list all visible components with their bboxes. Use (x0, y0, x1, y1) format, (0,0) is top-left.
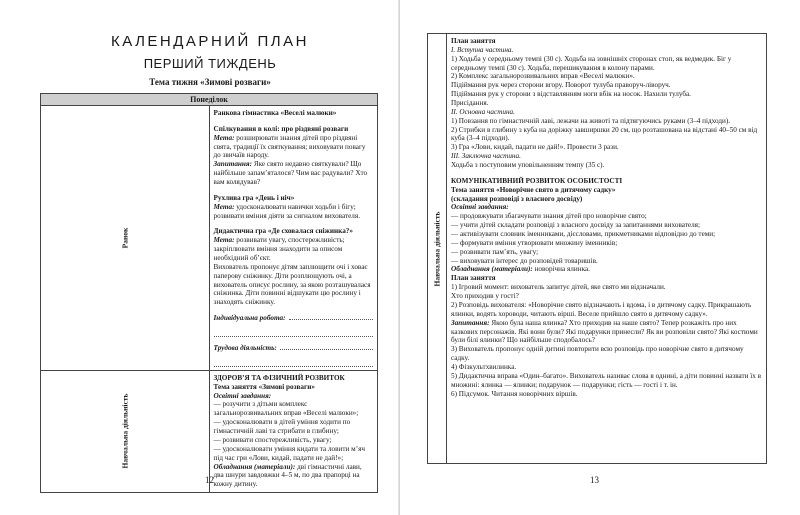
part-main: II. Основна частина. (451, 107, 515, 116)
plan-line: Ходьба з поступовим уповільненням темпу (35 с). (451, 161, 605, 170)
plan-line: 2) Комплекс загальнорозвивальних вправ «Веселі малюки». (451, 72, 635, 81)
class-side-cell-right (428, 34, 447, 464)
morning-side-cell (41, 106, 210, 371)
circle-question: Запитання: Яке свято недавно святкували? Що найбільше запам’яталося? Чим вас радували? Хто вам колядував? (213, 160, 368, 187)
part-final: III. Заключна частина. (451, 152, 521, 161)
comm-tasks-label: Освітні завдання: (451, 203, 509, 212)
plan-line: 1) Повзання по гімнастичній лаві, лежачи на животі та підтягуючись руками (3–4 підходи). (451, 116, 731, 125)
morning-content (209, 106, 378, 371)
comm-plan-line: 4) Фізкультхвилинка. (451, 362, 517, 371)
right-page (400, 0, 800, 515)
part-intro: I. Вступна частина. (451, 45, 514, 54)
plan-line: 1) Ходьба у середньому темпі (30 с). Ходьба на зовнішніх сторонах стоп, як ведмедик. Біг у середньому темпі (30 с). Ходьба, перешикування в колону парами. (451, 54, 732, 72)
week-theme: Тема тижня «Зимові розваги» (149, 77, 271, 87)
comm-plan-line: 1) Ігровий момент: вихователь запитує дітей, яке свято ми відзначали. (451, 283, 666, 292)
health-tasks-label: Освітні завдання: (213, 391, 272, 400)
comm-task: — активізувати словник іменниками, дієсловами, прикметниками відповідно до теми; (451, 230, 716, 239)
class-activity-label-right: Навчальна діяльність (432, 210, 442, 287)
right-plan-table (427, 33, 767, 464)
plan-line: 3) Гра «Лови, кидай, падати не дай!». Провести 3 рази. (451, 143, 619, 152)
comm-plan-line: 3) Вихователь пропонує одній дитині повторити всю розповідь про новорічне свято в дитячому садку. (451, 345, 744, 363)
comm-section-title: КОМУНІКАТИВНИЙ РОЗВИТОК ОСОБИСТОСТІ (451, 176, 623, 185)
plan-line: Підіймання рук у сторони з відставлянням ноги вбік на носок. Нахили тулуба. (451, 90, 691, 99)
comm-task: — формувати вміння утворювати множину іменників; (451, 238, 618, 247)
health-equipment: Обладнання (матеріали): дві гімнастичні лави, два шнури завдовжки 4–5 м, по два прапорці на кожну дитину. (213, 462, 362, 489)
class-activity-label: Навчальна діяльність (120, 393, 130, 469)
comm-subtopic: (складання розповіді з власного досвіду) (451, 194, 583, 203)
health-task: — удосконалювати уміння кидати та ловити м’яч під час гри «Лови, кидай, падати не дай!»; (213, 444, 366, 462)
didactic-game-title: Дидактична гра «Де сховалася сніжинка?» (213, 227, 353, 236)
labor-activity: Трудова діяльність: (214, 344, 374, 353)
right-content (447, 34, 767, 464)
health-task: — удосконалювати в дітей уміння ходити по гімнастичній лаві та стрибати в глибину; (213, 418, 351, 436)
plan-line: Присідання. (451, 99, 489, 108)
didactic-game-text: Вихователь пропонує дітям заплющити очі і ховає паперову сніжинку. Діти розплющують очі, а вихователь описує рослину, за якою розташувалася сніжинка. Діти повинні відшукати цю рослину і знаходять сніжинку. (213, 262, 371, 307)
move-game-goal: Мета: удосконалювати навички ходьби і бігу; розвивати вміння діяти за сигналом вихователя. (213, 202, 360, 220)
health-content (209, 370, 378, 492)
calendar-plan-title: КАЛЕНДАРНИЙ ПЛАН (111, 33, 309, 50)
comm-task: — учити дітей складати розповіді з власного досвіду за запитаннями вихователя; (451, 221, 700, 230)
left-plan-table (40, 93, 378, 493)
circle-goal: Мета: розширювати знання дітей про різдвяні свята, традиції їх святкування; виховувати повагу до звичаїв народу. (213, 133, 366, 160)
comm-question: Запитання: Якою була наша ялинка? Хто приходив на наше свято? Тепер розкажіть про них казкових персонажів. Які вони були? Які подарунки принесли? Як ви розповіли свято? Які костюми були білі ялинки? Що найбільше сподобалось? (451, 318, 758, 345)
comm-task: — виховувати інтерес до розповідей товаришів. (451, 256, 598, 265)
comm-task: — продовжувати збагачувати знання дітей про новорічне свято; (451, 212, 647, 221)
individual-work: Індивідуальна робота: (214, 314, 374, 323)
plan-heading: План заняття (451, 37, 496, 45)
didactic-game-goal: Мета: розвивати увагу, спостережливість; закріплювати вміння знаходити за описом необхідний об’єкт. (213, 236, 345, 263)
comm-equipment: Обладнання (матеріали): новорічна ялинка. (451, 265, 590, 274)
circle-title: Спілкування в колі: про різдвяні розваги (213, 124, 349, 133)
health-topic: Тема заняття «Зимові розваги» (213, 382, 315, 391)
plan-line: 2) Стрибки в глибину з куба на доріжку завширшки 20 см, що розташована на відстані 40–50 см від куба (3–4 підходи). (451, 125, 758, 143)
day-header: Понеділок (41, 94, 378, 106)
comm-plan-line: 6) Підсумок. Читання новорічних віршів. (451, 389, 578, 398)
move-game-title: Рухлива гра «День і ніч» (213, 193, 295, 202)
gym-title: Ранкова гімнастика «Веселі малюки» (213, 109, 337, 117)
morning-label: Ранок (120, 227, 130, 249)
comm-plan-line: 5) Дидактична вправа «Один–багато». Вихователь називає слова в однині, а діти повинні назвати їх в множині: ялинка — ялинки; подарунок — подарунки; гість — гості і т. ін. (451, 371, 762, 389)
health-task: — розвивати спостережливість, увагу; (213, 435, 332, 444)
plan-line: Підіймання рук через сторони вгору. Поворот тулуба праворуч-ліворуч. (451, 81, 671, 90)
week-title: ПЕРШИЙ ТИЖДЕНЬ (143, 56, 277, 71)
comm-topic: Тема заняття «Новорічне свято в дитячому садку» (451, 185, 616, 194)
comm-task: — розвивати пам’ять, увагу; (451, 247, 539, 256)
health-task: — розучити з дітьми комплекс загальнорозвивальних вправ «Веселі малюки»; (213, 400, 359, 418)
health-section-title: ЗДОРОВ’Я ТА ФІЗИЧНИЙ РОЗВИТОК (213, 373, 345, 382)
comm-plan-line: 2) Розповідь вихователя: «Новорічне свято відзначають і вдома, і в дитячому садку. Прикрашають ялинки, водять хороводи, читають вірші. Веселе прийшло свято в дитячому садку». (451, 300, 752, 318)
comm-plan-line: Хто приходив у гості? (451, 292, 519, 301)
page-number-left: 12 (205, 475, 214, 485)
page-number-right: 13 (590, 475, 599, 485)
comm-plan-heading: План заняття (451, 274, 496, 283)
class-side-cell (41, 370, 210, 492)
